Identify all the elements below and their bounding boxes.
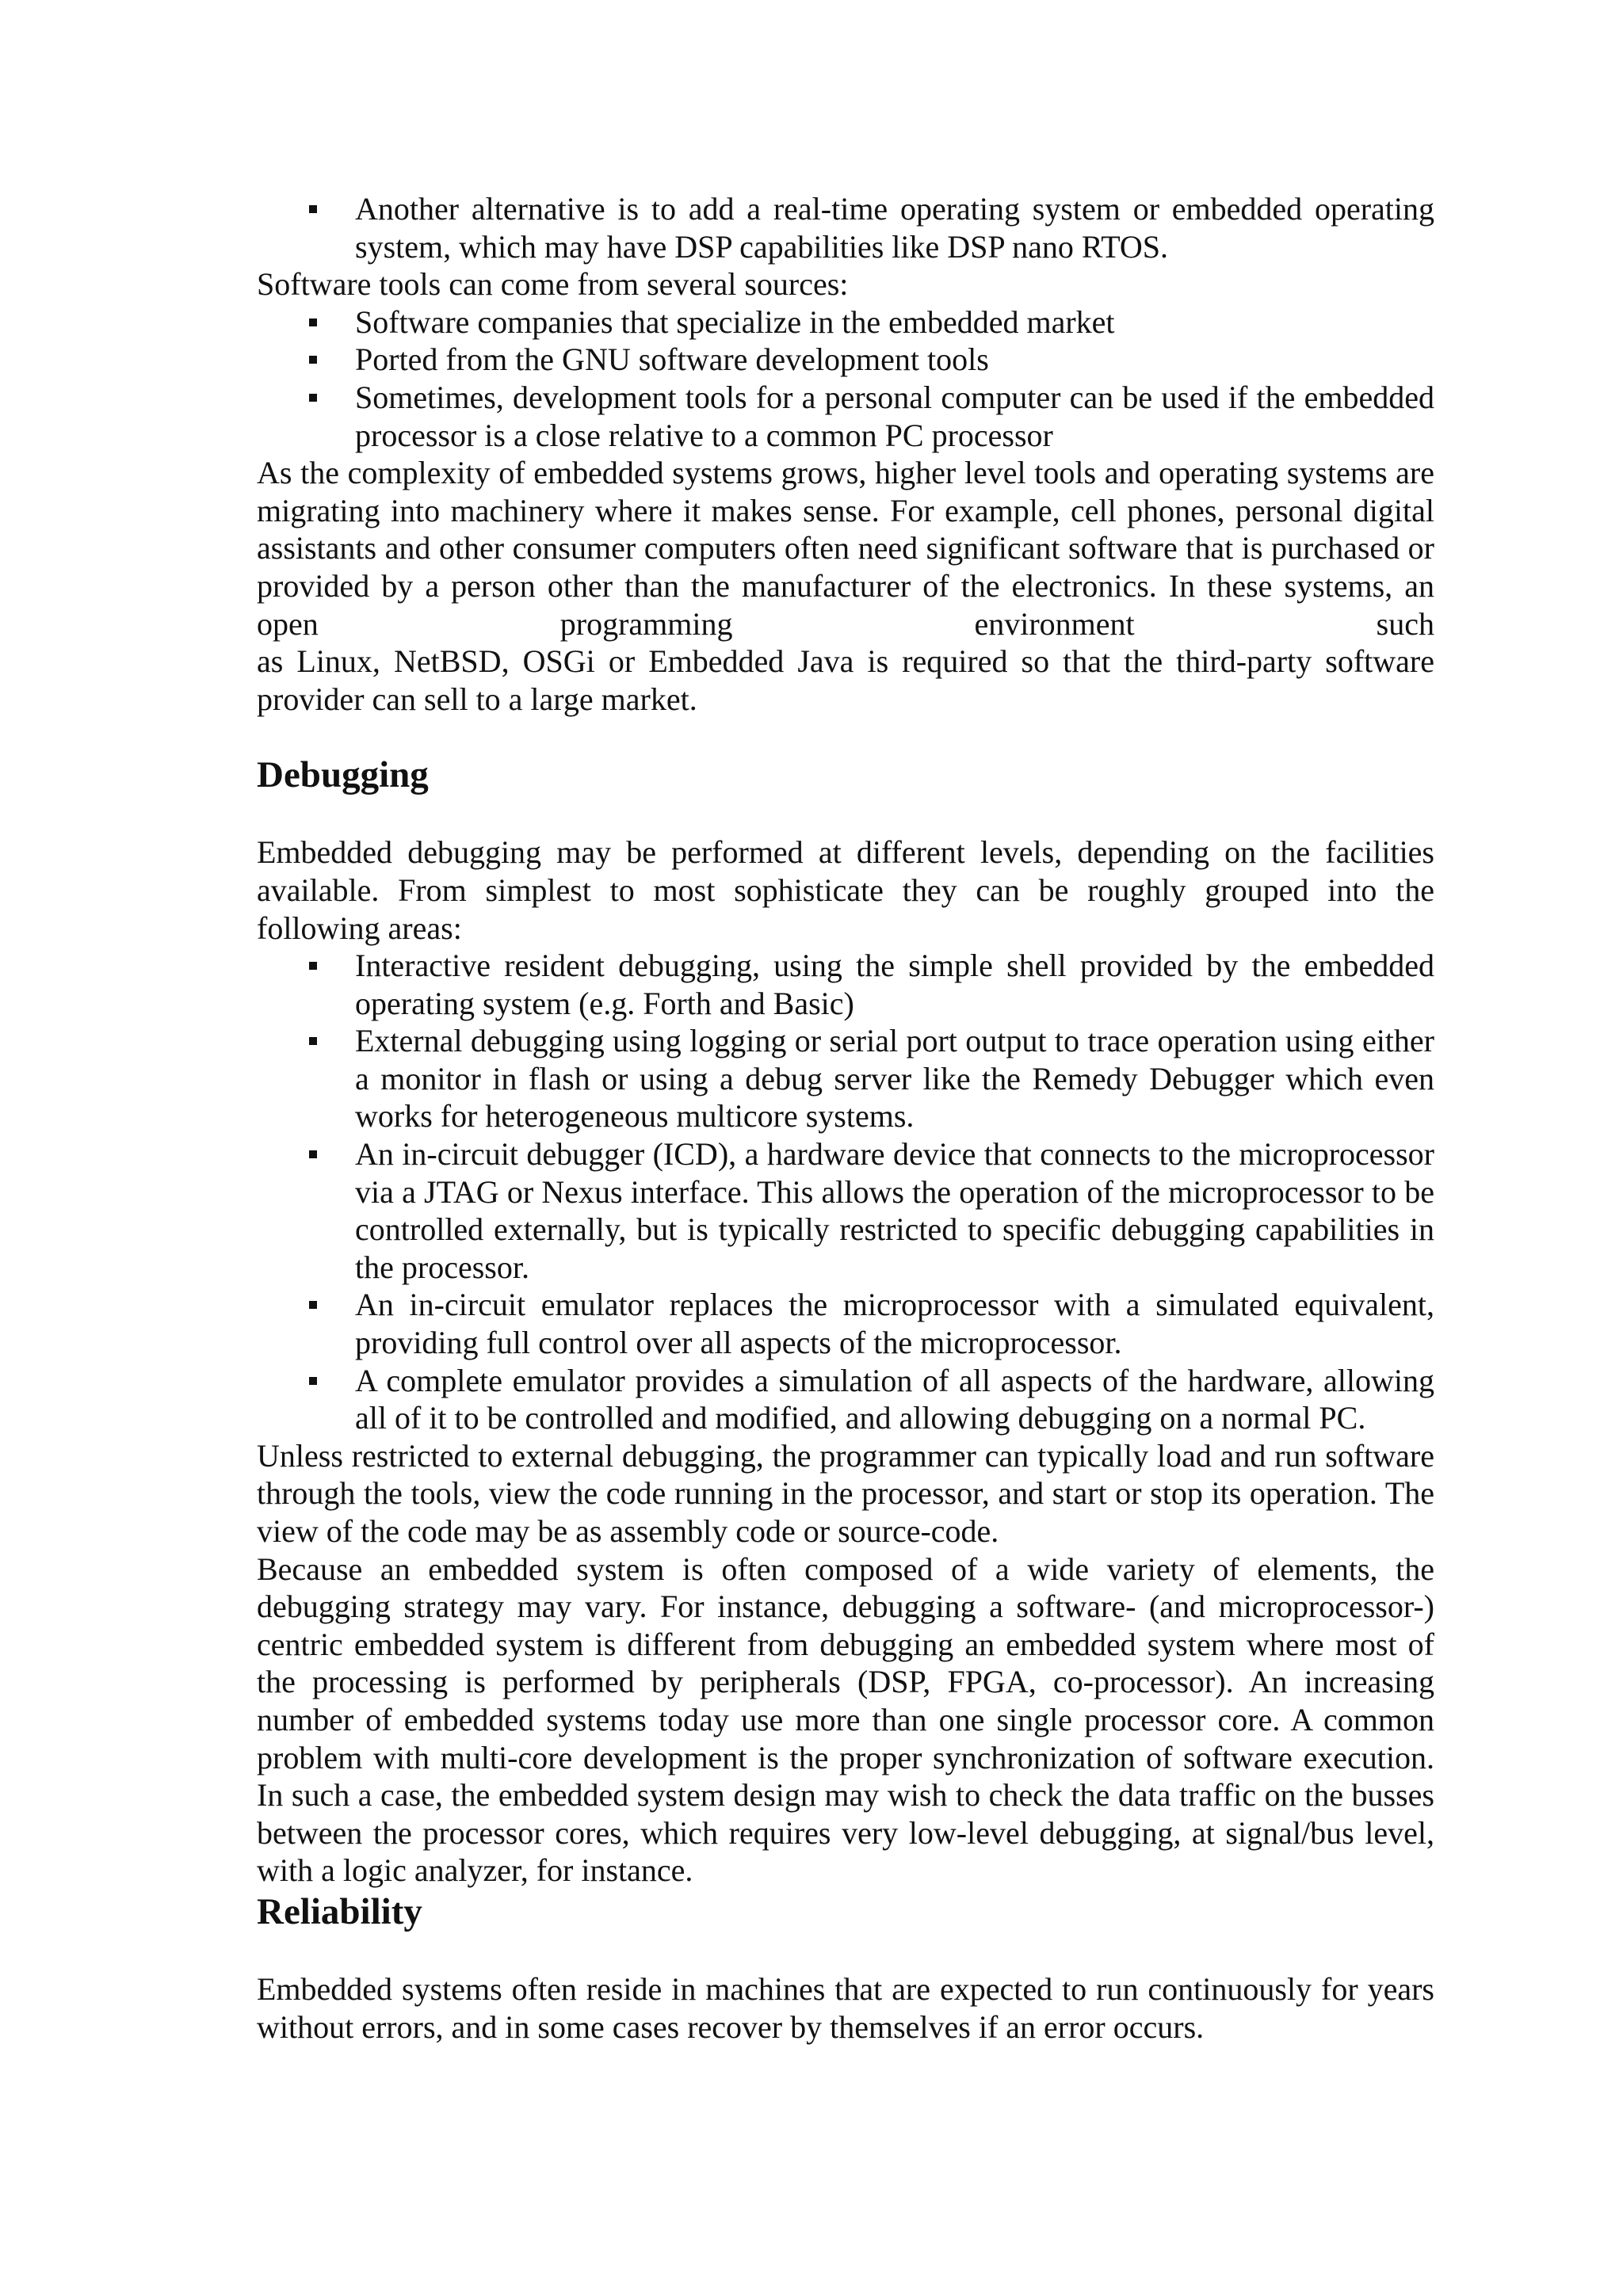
list-item-text: External debugging using logging or serial port output to trace operation using either a monitor in flash or using a debug server like the Remedy Debugger which even works for heterogeneous multicore systems. bbox=[355, 1023, 1434, 1135]
list-item-text: Ported from the GNU software development tools bbox=[355, 341, 989, 378]
list-item-text: An in-circuit emulator replaces the microprocessor with a simulated equivalent, providing full control over all aspects of the microprocessor. bbox=[355, 1287, 1434, 1361]
debugging-paragraph-2: Because an embedded system is often composed of a wide variety of elements, the debugging strategy may vary. For instance, debugging a software- (and microprocessor-) centric embedded system is different from debugging an embedded system where most of the processing is performed by peripherals (DSP, FPGA, co-processor). An increasing number of embedded systems today use more than one single processor core. A common problem with multi-core development is the proper synchronization of software execution. In such a case, the embedded system design may wish to check the data traffic on the busses between the processor cores, which requires very low-level debugging, at signal/bus level, with a logic analyzer, for instance. bbox=[257, 1550, 1434, 1889]
reliability-intro: Embedded systems often reside in machines that are expected to run continuously for years without errors, and in some cases recover by themselves if an error occurs. bbox=[257, 1970, 1434, 2045]
list-item bbox=[355, 190, 1434, 265]
section-heading-reliability: Reliability bbox=[257, 1890, 422, 1932]
square-bullet-icon bbox=[309, 962, 317, 970]
square-bullet-icon bbox=[309, 205, 317, 213]
list-item bbox=[355, 1135, 1434, 1286]
debugging-intro: Embedded debugging may be performed at different levels, depending on the facilities available. From simplest to most sophisticate they can be roughly grouped into the following areas: bbox=[257, 834, 1434, 946]
square-bullet-icon bbox=[309, 1037, 317, 1045]
debugging-paragraph-1: Unless restricted to external debugging, the programmer can typically load and run software through the tools, view the code running in the processor, and start or stop its operation. The view of the code may be as assembly code or source-code. bbox=[257, 1437, 1434, 1549]
complexity-paragraph-part-b: as Linux, NetBSD, OSGi or Embedded Java is required so that the third-party software provider can sell to a large market. bbox=[257, 643, 1434, 717]
complexity-paragraph-part-a: As the complexity of embedded systems grows, higher level tools and operating systems are migrating into machinery where it makes sense. For example, cell phones, personal digital assistants and other consumer computers often need significant software that is purchased or provided by a person other than the manufacturer of the electronics. In these systems, an open programming environment such bbox=[257, 455, 1434, 642]
list-item-text: Another alternative is to add a real-time operating system or embedded operating system, which may have DSP capabilities like DSP nano RTOS. bbox=[355, 191, 1434, 265]
list-item bbox=[355, 1022, 1434, 1135]
list-item-text: An in-circuit debugger (ICD), a hardware device that connects to the microprocessor via a JTAG or Nexus interface. This allows the operation of the microprocessor to be controlled externally, but is typically restricted to specific debugging capabilities in the processor. bbox=[355, 1136, 1434, 1285]
list-item bbox=[355, 947, 1434, 1022]
square-bullet-icon bbox=[309, 356, 317, 364]
list-item bbox=[355, 303, 1434, 341]
tools-bullet-list bbox=[257, 303, 1434, 454]
tools-intro: Software tools can come from several sources: bbox=[257, 266, 849, 303]
list-item bbox=[355, 1286, 1434, 1361]
square-bullet-icon bbox=[309, 1301, 317, 1309]
list-item-text: Software companies that specialize in the embedded market bbox=[355, 303, 1115, 340]
square-bullet-icon bbox=[309, 318, 317, 326]
square-bullet-icon bbox=[309, 1377, 317, 1385]
list-item bbox=[355, 379, 1434, 454]
document-page bbox=[257, 190, 1434, 2046]
list-item bbox=[355, 341, 1434, 379]
list-item-text: A complete emulator provides a simulation of all aspects of the hardware, allowing all of it to be controlled and modified, and allowing debugging on a normal PC. bbox=[355, 1362, 1434, 1436]
list-item-text: Sometimes, development tools for a personal computer can be used if the embedded processor is a close relative to a common PC processor bbox=[355, 379, 1434, 453]
section-heading-debugging: Debugging bbox=[257, 754, 429, 796]
square-bullet-icon bbox=[309, 394, 317, 402]
list-item bbox=[355, 1362, 1434, 1437]
list-item-text: Interactive resident debugging, using the simple shell provided by the embedded operating system (e.g. Forth and Basic) bbox=[355, 948, 1434, 1021]
intro-bullet-list bbox=[257, 190, 1434, 265]
debugging-bullet-list bbox=[257, 947, 1434, 1437]
square-bullet-icon bbox=[309, 1150, 317, 1158]
